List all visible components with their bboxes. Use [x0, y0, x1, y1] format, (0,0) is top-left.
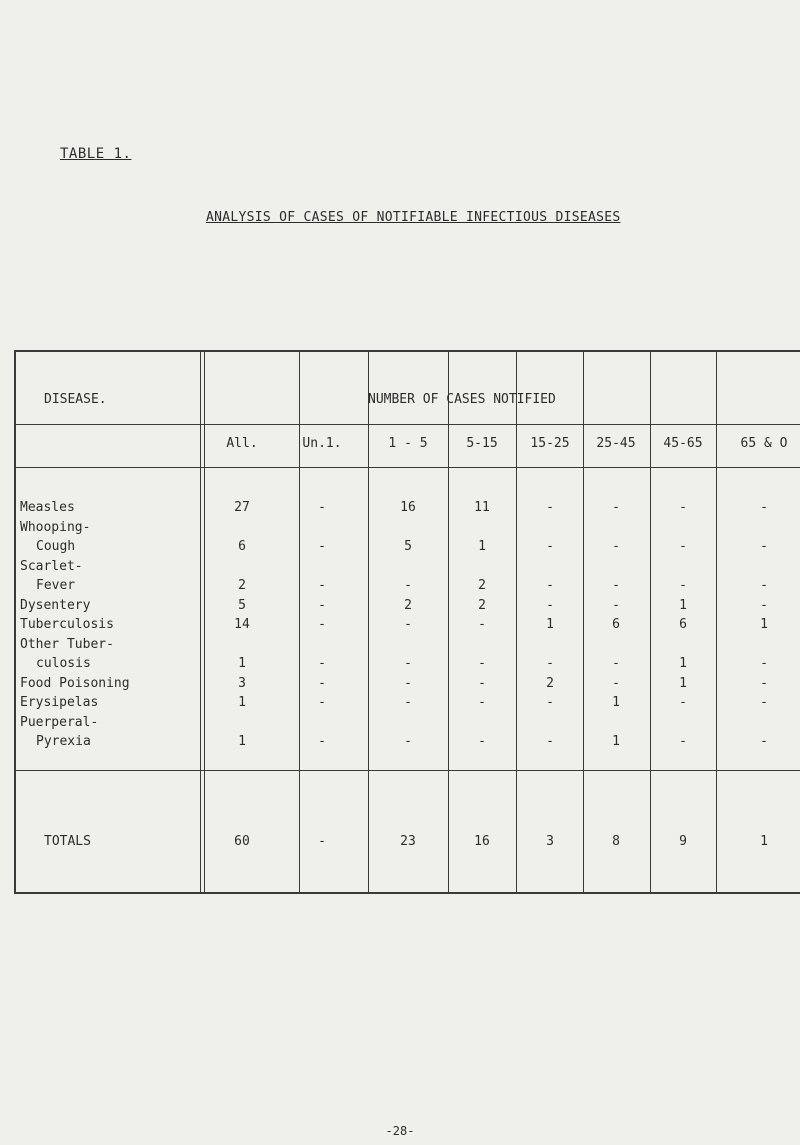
disease-name: Dysentery — [20, 597, 91, 613]
column-rule — [583, 352, 584, 892]
disease-name: Fever — [36, 578, 76, 593]
case-count: 1 — [679, 675, 687, 691]
case-count: - — [404, 695, 412, 710]
case-count: - — [612, 539, 620, 554]
case-count: - — [760, 656, 768, 671]
case-count: 2 — [404, 597, 412, 613]
total-value: - — [318, 834, 326, 849]
header-rule — [16, 467, 800, 468]
table-title: ANALYSIS OF CASES OF NOTIFIABLE INFECTIOUS DISEASES — [206, 210, 621, 225]
case-count: - — [546, 656, 554, 671]
total-value: 3 — [546, 834, 554, 849]
case-count: - — [679, 539, 687, 554]
case-count: - — [404, 656, 412, 671]
total-value: 1 — [760, 834, 768, 849]
case-count: - — [760, 500, 768, 515]
disease-header: DISEASE. — [44, 392, 107, 407]
case-count: - — [318, 675, 326, 691]
case-count: - — [478, 695, 486, 710]
column-rule — [650, 352, 651, 892]
case-count: 1 — [238, 656, 246, 671]
disease-name: Puerperal- — [20, 714, 99, 730]
disease-name: Whooping- — [20, 519, 91, 535]
body-rule — [16, 770, 800, 771]
page-number: -28- — [385, 1124, 415, 1138]
case-count: - — [318, 578, 326, 593]
case-count: - — [612, 500, 620, 515]
case-count: - — [612, 675, 620, 691]
notifiable-diseases-table — [14, 350, 800, 894]
column-header: 25-45 — [596, 436, 636, 451]
column-header: 45-65 — [663, 436, 703, 451]
case-count: - — [404, 617, 412, 632]
column-header: All. — [226, 436, 258, 451]
case-count: 1 — [612, 734, 620, 749]
column-header: 5-15 — [466, 436, 498, 451]
disease-name: Pyrexia — [36, 734, 91, 749]
case-count: 5 — [238, 597, 246, 613]
disease-name: Erysipelas — [20, 695, 99, 710]
case-count: - — [612, 597, 620, 613]
case-count: 1 — [238, 734, 246, 749]
disease-name: Scarlet- — [20, 558, 83, 574]
case-count: 1 — [546, 617, 554, 632]
column-header: 15-25 — [530, 436, 570, 451]
case-count: 3 — [238, 675, 246, 691]
column-rule — [716, 352, 717, 892]
column-rule — [516, 352, 517, 892]
case-count: - — [679, 734, 687, 749]
case-count: - — [679, 500, 687, 515]
case-count: - — [318, 695, 326, 710]
case-count: - — [478, 656, 486, 671]
case-count: - — [760, 578, 768, 593]
disease-name: Food Poisoning — [20, 675, 130, 691]
case-count: - — [404, 578, 412, 593]
column-rule — [200, 352, 201, 892]
case-count: 5 — [404, 539, 412, 554]
case-count: - — [546, 578, 554, 593]
case-count: 6 — [238, 539, 246, 554]
case-count: - — [404, 675, 412, 691]
column-header: 65 & O — [740, 436, 788, 451]
case-count: - — [318, 597, 326, 613]
column-rule — [368, 352, 369, 892]
case-count: - — [546, 695, 554, 710]
case-count: - — [318, 734, 326, 749]
case-count: - — [318, 617, 326, 632]
case-count: 6 — [612, 617, 620, 632]
total-value: 23 — [400, 834, 416, 849]
number-notified-header: NUMBER OF CASES NOTIFIED — [368, 392, 556, 407]
table-label: TABLE 1. — [60, 146, 132, 162]
case-count: - — [760, 734, 768, 749]
header-rule — [16, 424, 800, 425]
case-count: - — [679, 578, 687, 593]
case-count: - — [546, 500, 554, 515]
case-count: - — [478, 734, 486, 749]
case-count: 11 — [474, 500, 490, 515]
case-count: 16 — [400, 500, 416, 515]
case-count: 14 — [234, 617, 250, 632]
case-count: 1 — [238, 695, 246, 710]
case-count: - — [546, 597, 554, 613]
disease-name: Cough — [36, 539, 76, 554]
column-header: 1 - 5 — [388, 436, 428, 451]
case-count: - — [612, 578, 620, 593]
case-count: - — [318, 656, 326, 671]
case-count: - — [478, 617, 486, 632]
case-count: 1 — [679, 597, 687, 613]
disease-name: Other Tuber- — [20, 636, 114, 652]
column-header: Un.1. — [302, 436, 342, 451]
case-count: 1 — [612, 695, 620, 710]
case-count: - — [318, 539, 326, 554]
case-count: 2 — [478, 597, 486, 613]
case-count: - — [546, 539, 554, 554]
case-count: 2 — [238, 578, 246, 593]
case-count: - — [318, 500, 326, 515]
case-count: 1 — [478, 539, 486, 554]
case-count: 2 — [478, 578, 486, 593]
case-count: - — [612, 656, 620, 671]
case-count: 1 — [760, 617, 768, 632]
totals-label: TOTALS — [44, 834, 91, 849]
total-value: 8 — [612, 834, 620, 849]
case-count: - — [760, 695, 768, 710]
case-count: - — [760, 597, 768, 613]
case-count: - — [760, 675, 768, 691]
case-count: 6 — [679, 617, 687, 632]
case-count: 1 — [679, 656, 687, 671]
case-count: - — [760, 539, 768, 554]
column-rule — [448, 352, 449, 892]
total-value: 60 — [234, 834, 250, 849]
case-count: 27 — [234, 500, 250, 515]
total-value: 9 — [679, 834, 687, 849]
case-count: - — [404, 734, 412, 749]
case-count: - — [478, 675, 486, 691]
disease-name: Measles — [20, 500, 75, 515]
case-count: 2 — [546, 675, 554, 691]
case-count: - — [546, 734, 554, 749]
total-value: 16 — [474, 834, 490, 849]
disease-name: culosis — [36, 656, 91, 671]
disease-name: Tuberculosis — [20, 617, 114, 632]
case-count: - — [679, 695, 687, 710]
